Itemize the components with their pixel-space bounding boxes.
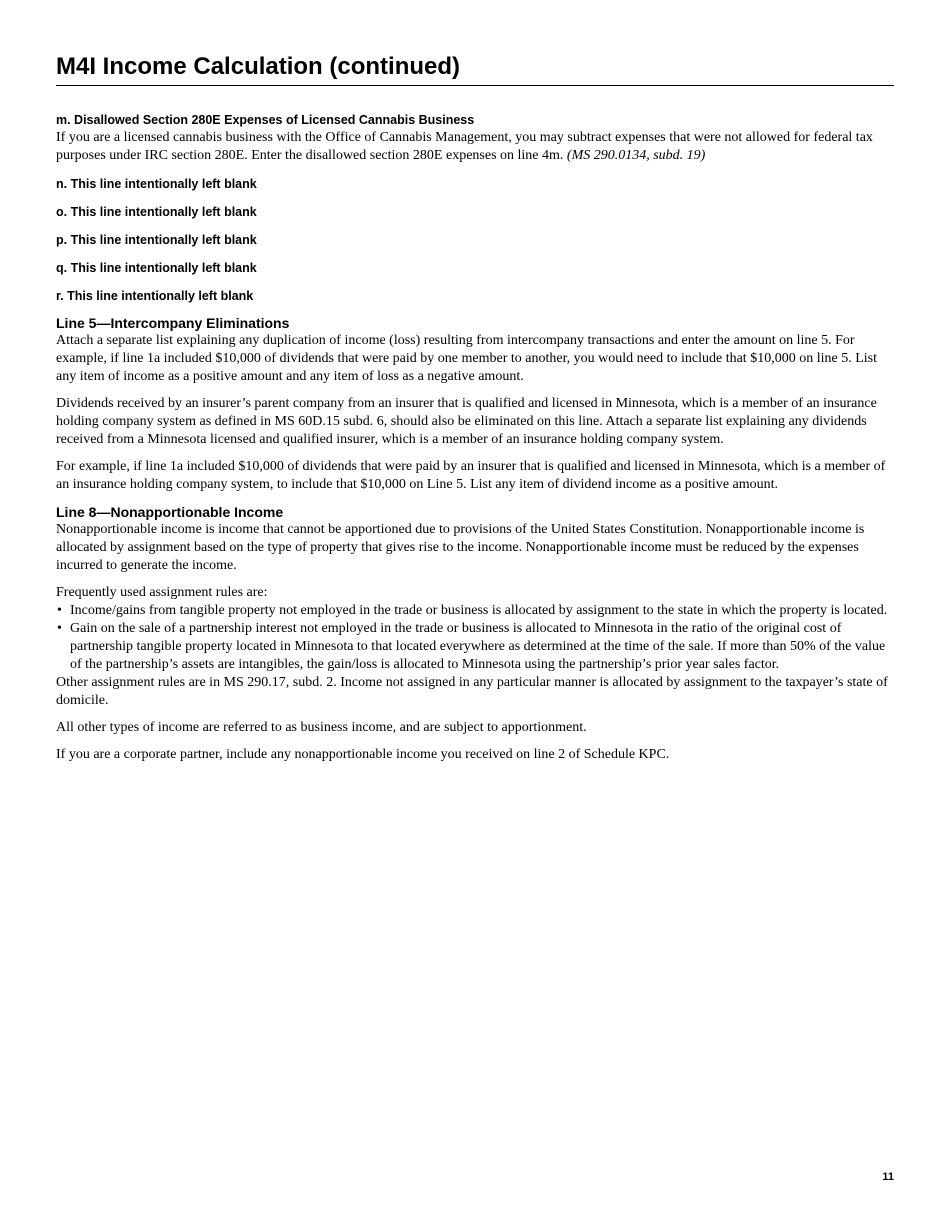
assignment-rules-list (56, 602, 894, 674)
section-m-body: If you are a licensed cannabis business with the Office of Cannabis Management, you may subtract expenses that were not allowed for federal tax purposes under IRC section 280E. Enter the disallowed section 280E expenses on line 4m. (56, 130, 873, 163)
line5-paragraph-3: For example, if line 1a included $10,000 of dividends that were paid by an insurer that is qualified and licensed in Minnesota, which is a member of an insurance holding company system, to include that $10,000 on Line 5. List any item of dividend income as a positive amount. (56, 459, 886, 492)
line8-business-income: All other types of income are referred to as business income, and are subject to apportionment. (56, 720, 587, 735)
line8-heading: Line 8—Nonapportionable Income (56, 504, 284, 520)
document-page (56, 52, 894, 764)
blank-line-q: q. This line intentionally left blank (56, 261, 257, 275)
blank-line-r: r. This line intentionally left blank (56, 289, 254, 303)
line8-intro: Nonapportionable income is income that cannot be apportioned due to provisions of the United States Constitution. Nonapportionable income is allocated by assignment based on the type of property that gives rise to the income. Nonapportionable income must be reduced by the expenses incurred to generate the income. (56, 522, 865, 573)
line8-rules-lead: Frequently used assignment rules are: (56, 585, 268, 600)
list-item: • Gain on the sale of a partnership interest not employed in the trade or business is allocated to Minnesota in the ratio of the original cost of partnership tangible property located in Minnesota to that located everywhere as determined at the time of the sale. If more than 50% of the value of the partnership’s assets are intangibles, the gain/loss is allocated to Minnesota using the partnership’s prior year sales factor. (56, 620, 894, 674)
line8-after-bullets: Other assignment rules are in MS 290.17, subd. 2. Income not assigned in any particular manner is allocated by assignment to the taxpayer’s state of domicile. (56, 675, 888, 708)
section-m-heading: m. Disallowed Section 280E Expenses of Licensed Cannabis Business (56, 113, 475, 127)
blank-line-n: n. This line intentionally left blank (56, 177, 257, 191)
list-item: • Income/gains from tangible property not employed in the trade or business is allocated by assignment to the state in which the property is located. (56, 602, 894, 620)
page-number: 11 (882, 1171, 894, 1183)
page-title: M4I Income Calculation (continued) (56, 52, 894, 86)
line5-heading: Line 5—Intercompany Eliminations (56, 315, 290, 331)
line8-corporate-partner: If you are a corporate partner, include any nonapportionable income you received on line 2 of Schedule KPC. (56, 747, 670, 762)
blank-line-o: o. This line intentionally left blank (56, 205, 257, 219)
line5-section (56, 315, 894, 494)
line5-paragraph-1: Attach a separate list explaining any duplication of income (loss) resulting from intercompany transactions and enter the amount on line 5. For example, if line 1a included $10,000 of dividends that were paid by one member to another, you would need to include that $10,000 on line 5. List any item of income as a positive amount and any item of loss as a negative amount. (56, 333, 877, 384)
section-m-citation: (MS 290.0134, subd. 19) (566, 148, 706, 163)
line8-section (56, 504, 894, 764)
blank-line-p: p. This line intentionally left blank (56, 233, 257, 247)
section-m-text (56, 129, 894, 165)
line5-paragraph-2: Dividends received by an insurer’s parent company from an insurer that is qualified and licensed in Minnesota, which is a member of an insurance holding company system as defined in MS 60D.15 subd. 6, should also be eliminated on this line. Attach a separate list explaining any dividends received from a Minnesota licensed and qualified insurer, which is a member of an insurance holding company system. (56, 396, 877, 447)
section-m (56, 112, 894, 165)
